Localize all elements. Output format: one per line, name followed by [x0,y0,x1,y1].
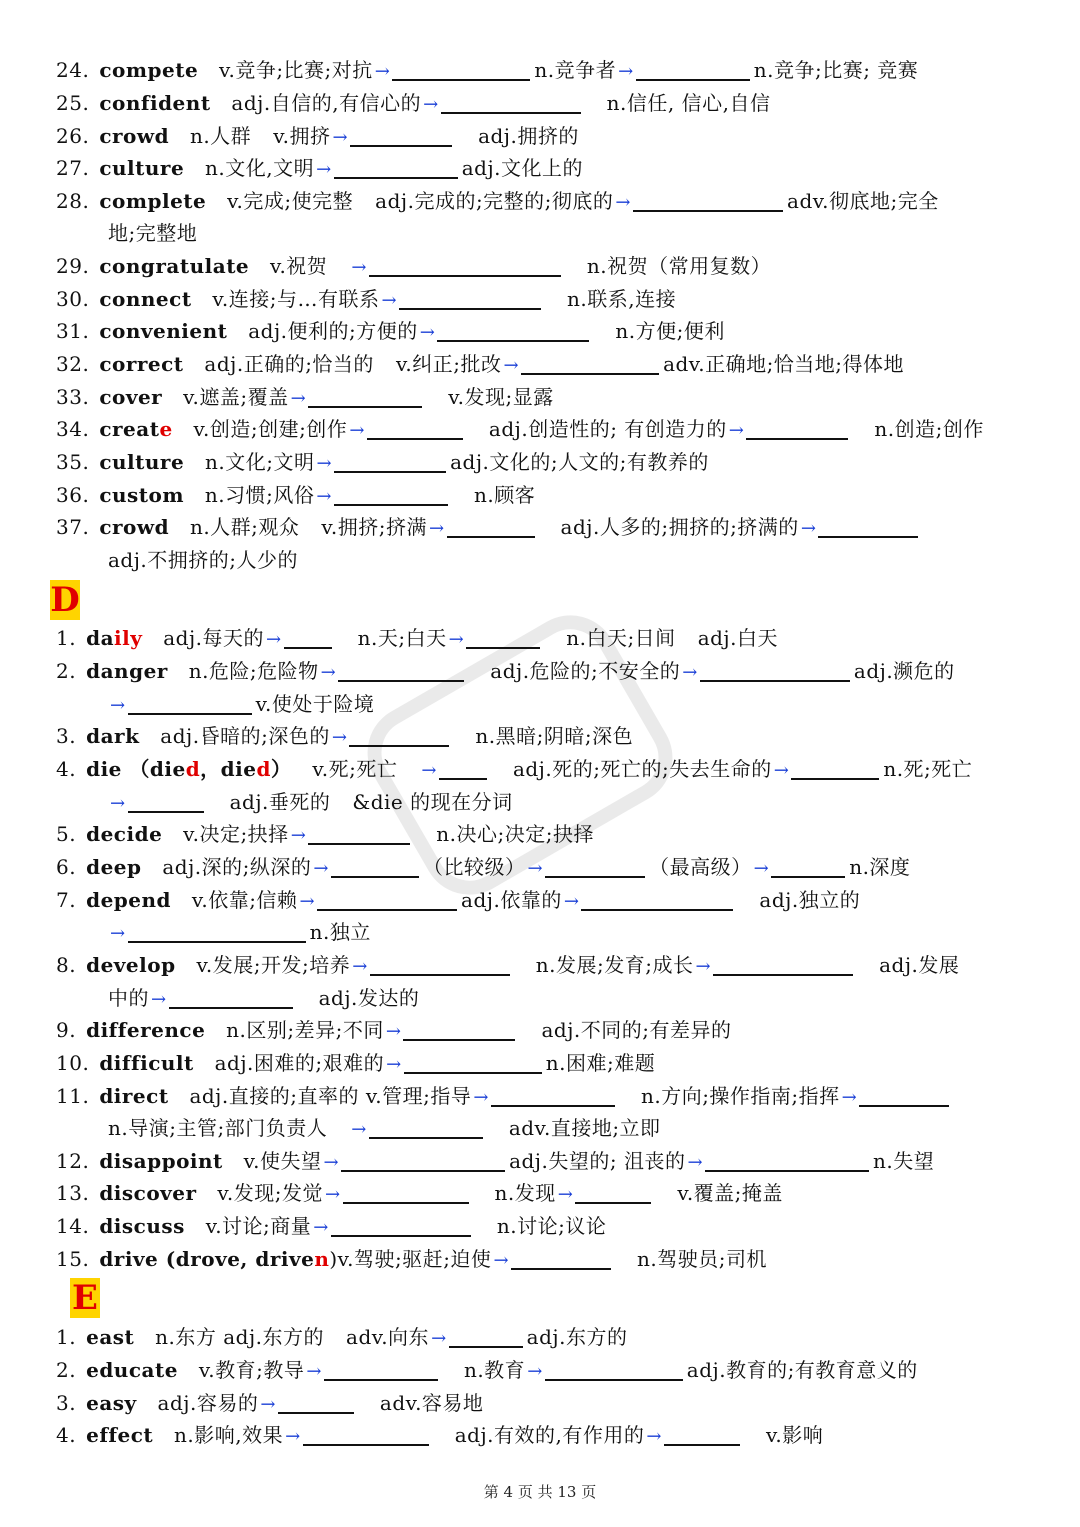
answer-blank[interactable] [324,1357,438,1381]
vocab-line-c24: 24. compete v.竞争;比赛;对抗 → n.竞争者 → n.竞争;比赛; 竞赛 [56,58,919,82]
vocab-line-c36: 36. custom n.习惯;风俗 → n.顾客 [56,483,536,507]
answer-blank[interactable] [308,821,410,845]
vocab-line-e4: 4. effect n.影响,效果 → adj.有效的,有作用的 → v.影响 [56,1423,824,1447]
vocab-line-d1: 1. daily adj.每天的 → n.天;白天 → n.白天;日间 adj.白天 [56,626,778,650]
answer-blank[interactable] [545,854,645,878]
answer-blank[interactable] [771,854,845,878]
answer-blank[interactable] [128,919,306,943]
answer-blank[interactable] [343,1180,469,1204]
answer-blank[interactable] [392,57,530,81]
vocab-line-c27: 27. culture n.文化,文明 → adj.文化上的 [56,156,584,180]
answer-blank[interactable] [447,514,535,538]
answer-blank[interactable] [633,188,783,212]
answer-blank[interactable] [521,351,659,375]
vocab-line-c25: 25. confident adj.自信的,有信心的 → n.信任, 信心,自信 [56,91,771,115]
answer-blank[interactable] [334,482,448,506]
vocab-line-c30: 30. connect v.连接;与…有联系 → n.联系,连接 [56,287,677,311]
answer-blank[interactable] [303,1422,429,1446]
vocab-line-c28: 28. complete v.完成;使完整 adj.完成的;完整的;彻底的 → adv.彻底地;完全 [56,189,939,213]
answer-blank[interactable] [341,1148,505,1172]
answer-blank[interactable] [399,286,541,310]
vocab-line-c28-cont: 地;完整地 [108,221,198,245]
answer-blank[interactable] [545,1357,683,1381]
answer-blank[interactable] [284,625,332,649]
section-letter-e: E [70,1278,100,1318]
vocab-line-d10: 10. difficult adj.困难的;艰难的 → n.困难;难题 [56,1051,656,1075]
answer-blank[interactable] [818,514,918,538]
section-letter-d: D [50,580,80,620]
answer-blank[interactable] [169,985,293,1009]
vocab-line-c34: 34. create v.创造;创建;创作 → adj.创造性的; 有创造力的 → n.创造;创作 [56,417,984,441]
answer-blank[interactable] [664,1422,740,1446]
answer-blank[interactable] [278,1390,354,1414]
vocab-line-d2: 2. danger n.危险;危险物 → adj.危险的;不安全的 → adj.濒危的 [56,659,955,683]
vocab-line-e3: 3. easy adj.容易的 → adv.容易地 [56,1391,484,1415]
vocab-line-d13: 13. discover v.发现;发觉 → n.发现 → v.覆盖;掩盖 [56,1181,783,1205]
vocab-line-d12: 12. disappoint v.使失望 → adj.失望的; 沮丧的 → n.失望 [56,1149,935,1173]
answer-blank[interactable] [449,1324,523,1348]
vocab-line-d4: 4. die （died，died） v.死;死亡 → adj.死的;死亡的;失去生命的 → n.死;死亡 [56,757,973,781]
vocab-line-c33: 33. cover v.遮盖;覆盖 → v.发现;显露 [56,385,554,409]
answer-blank[interactable] [370,952,510,976]
answer-blank[interactable] [746,416,848,440]
vocab-line-d8-cont: 中的 → adj.发达的 [108,986,420,1010]
vocab-line-c32: 32. correct adj.正确的;恰当的 v.纠正;批改 → adv.正确地;恰当地;得体地 [56,352,905,376]
answer-blank[interactable] [700,658,850,682]
answer-blank[interactable] [350,123,452,147]
vocab-line-d14: 14. discuss v.讨论;商量 → n.讨论;议论 [56,1214,607,1238]
answer-blank[interactable] [334,449,446,473]
vocab-line-d8: 8. develop v.发展;开发;培养 → n.发展;发育;成长 → adj.发展 [56,953,960,977]
vocab-line-d11-cont: n.导演;主管;部门负责人 → adv.直接地;立即 [108,1116,661,1140]
vocab-line-d6: 6. deep adj.深的;纵深的 → （比较级） → （最高级） → n.深度 [56,855,911,879]
answer-blank[interactable] [441,90,581,114]
answer-blank[interactable] [466,625,540,649]
answer-blank[interactable] [334,155,458,179]
answer-blank[interactable] [511,1246,611,1270]
answer-blank[interactable] [403,1017,515,1041]
answer-blank[interactable] [128,789,204,813]
vocab-line-e2: 2. educate v.教育;教导 → n.教育 → adj.教育的;有教育意义的 [56,1358,918,1382]
vocab-line-d2-cont: → v.使处于险境 [110,692,375,716]
answer-blank[interactable] [439,756,487,780]
answer-blank[interactable] [581,887,733,911]
vocab-line-d7: 7. depend v.依靠;信赖 → adj.依靠的 → adj.独立的 [56,888,861,912]
answer-blank[interactable] [404,1050,542,1074]
answer-blank[interactable] [713,952,853,976]
vocab-line-c37: 37. crowd n.人群;观众 v.拥挤;挤满 → adj.人多的;拥挤的;挤满的 → [56,511,1040,544]
answer-blank[interactable] [331,1213,471,1237]
answer-blank[interactable] [791,756,879,780]
answer-blank[interactable] [859,1083,949,1107]
answer-blank[interactable] [636,57,750,81]
page-footer: 第 4 页 共 13 页 [483,1483,597,1501]
vocab-line-d11: 11. direct adj.直接的;直率的 v.管理;指导 → n.方向;操作指南;指挥 → [56,1080,1040,1113]
answer-blank[interactable] [369,253,561,277]
vocab-line-c26: 26. crowd n.人群 v.拥挤 → adj.拥挤的 [56,124,579,148]
answer-blank[interactable] [369,1115,483,1139]
vocab-line-e1: 1. east n.东方 adj.东方的 adv.向东 → adj.东方的 [56,1325,628,1349]
answer-blank[interactable] [575,1180,651,1204]
answer-blank[interactable] [317,887,457,911]
vocab-line-d15: 15. drive (drove, driven)v.驾驶;驱赶;迫使 → n.驾驶员;司机 [56,1247,768,1271]
answer-blank[interactable] [437,318,589,342]
answer-blank[interactable] [308,384,422,408]
vocab-line-c31: 31. convenient adj.便利的;方便的 → n.方便;便利 [56,319,725,343]
answer-blank[interactable] [338,658,464,682]
vocab-line-d3: 3. dark adj.昏暗的;深色的 → n.黑暗;阴暗;深色 [56,724,634,748]
answer-blank[interactable] [367,416,463,440]
vocab-line-d7-cont: → n.独立 [110,920,371,944]
answer-blank[interactable] [491,1083,615,1107]
vocab-line-d9: 9. difference n.区别;差异;不同 → adj.不同的;有差异的 [56,1018,732,1042]
vocab-line-c37-cont: adj.不拥挤的;人少的 [108,548,299,572]
answer-blank[interactable] [331,854,419,878]
vocab-line-d5: 5. decide v.决定;抉择 → n.决心;决定;抉择 [56,822,594,846]
vocab-line-c35: 35. culture n.文化;文明 → adj.文化的;人文的;有教养的 [56,450,709,474]
vocab-line-d4-cont: → adj.垂死的 &die 的现在分词 [110,790,513,814]
vocab-line-c29: 29. congratulate v.祝贺 → n.祝贺（常用复数） [56,254,772,278]
answer-blank[interactable] [705,1148,869,1172]
answer-blank[interactable] [349,723,449,747]
answer-blank[interactable] [128,691,252,715]
